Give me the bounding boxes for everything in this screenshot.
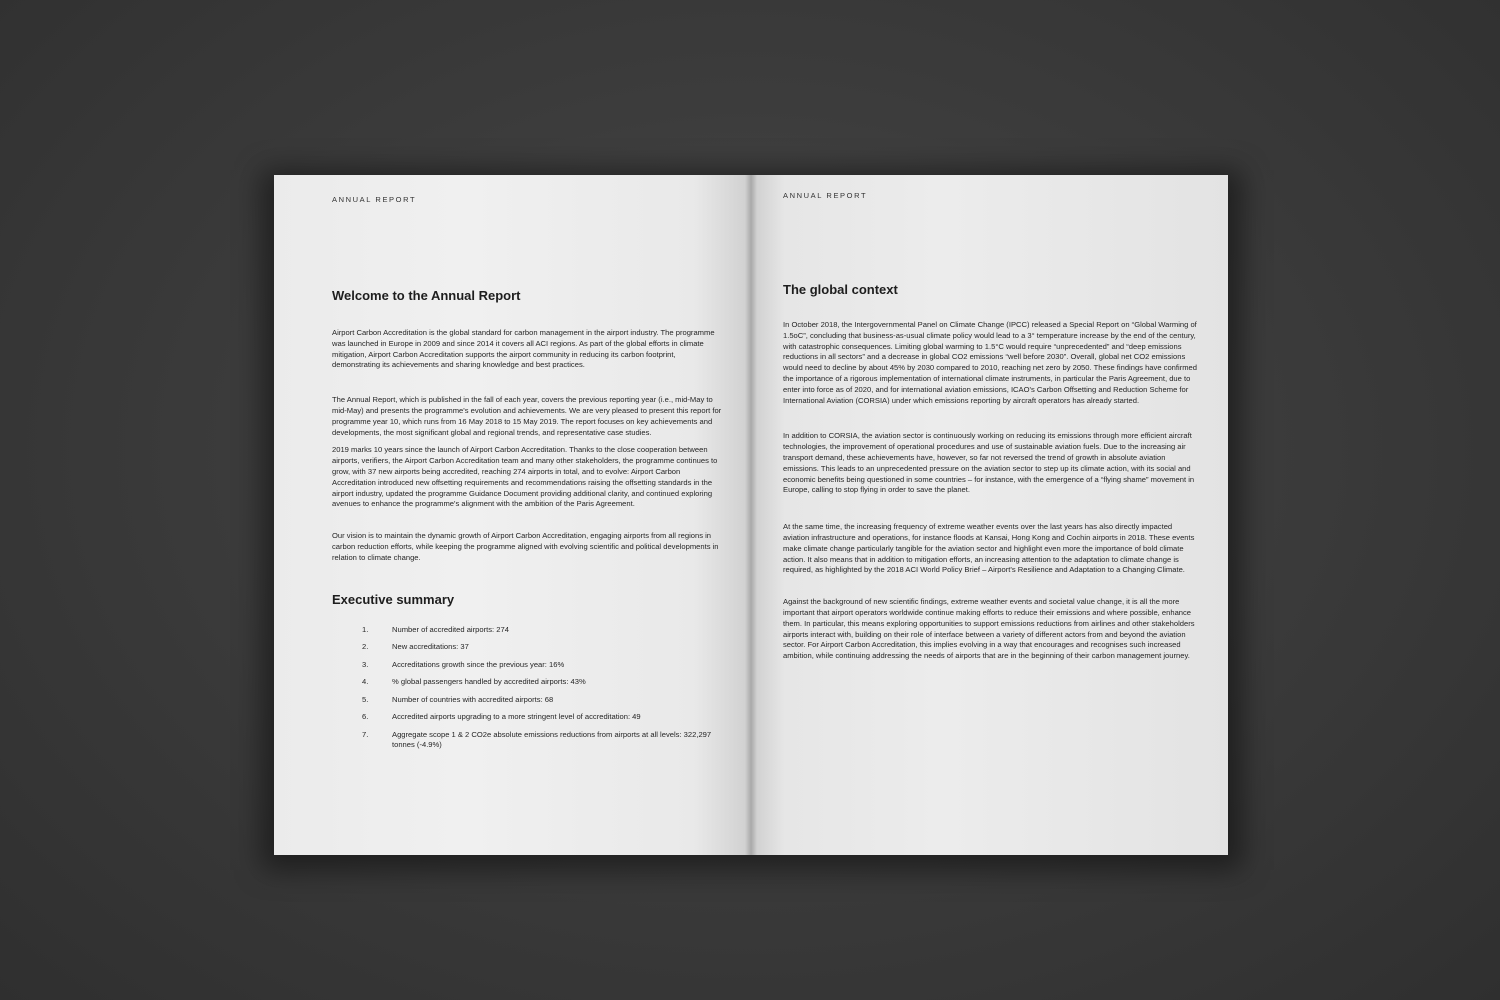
list-number: 6. [362, 712, 369, 722]
paragraph: In addition to CORSIA, the aviation sector is continuously working on reducing its emissions through more efficient aircraft technologies, the improvement of operational procedures and use of sustainable aviation fuels. Due to the increasing air transport demand, these achievements have, however, so far not reversed the trend of growth in absolute aviation emissions. This leads to an unprecedented pressure on the aviation sector to step up its climate action, with its social and economic benefits being questioned in some countries – for instance, with the emergence of a “flying shame” movement in Europe, calling to stop flying in order to save the planet. [783, 431, 1195, 495]
list-text: Aggregate scope 1 & 2 CO2e absolute emissions reductions from airports at all levels: 322,297 tonnes (-4.9%) [392, 729, 712, 749]
list-item [362, 642, 725, 652]
list-item [362, 712, 725, 722]
list-item [362, 695, 725, 705]
section-title: Executive summary [332, 591, 455, 607]
paragraph: At the same time, the increasing frequency of extreme weather events over the last years has also directly impacted aviation infrastructure and operations, for instance floods at Kansai, Hong Kong and Cochin airports in 2018. These events make climate change particularly tangible for the aviation sector and highlight even more the importance of bold climate action. It also means that in addition to mitigation efforts, an increasing attention to the adaptation to climate change is required, as highlighted by the 2018 ACI World Policy Brief – Airport's Resilience and Adaptation to a Changing Climate. [783, 522, 1195, 575]
spine-fold [745, 175, 757, 855]
list-text: Number of accredited airports: 274 [392, 624, 509, 634]
running-head: ANNUAL REPORT [332, 195, 417, 204]
list-item [362, 625, 725, 635]
list-text: Accreditations growth since the previous year: 16% [392, 659, 565, 669]
page-title: The global context [783, 282, 898, 297]
list-number: 2. [362, 642, 369, 652]
executive-summary-list [332, 625, 725, 750]
paragraph: Against the background of new scientific findings, extreme weather events and societal value change, it is all the more important that airport operators worldwide continue making efforts to reduce their emissions and where possible, enhance them. In particular, this means exploring opportunities to support emissions reductions from airlines and other stakeholders airports interact with, building on their role of interface between a variety of different actors from and beyond the aviation sector. For Airport Carbon Accreditation, this implies evolving in a way that encourages and recognises such increased ambition, while continuing addressing the needs of airports that are in the beginning of their carbon management journey. [783, 597, 1195, 661]
list-item [362, 677, 725, 687]
list-number: 5. [362, 694, 369, 704]
list-text: Accredited airports upgrading to a more stringent level of accreditation: 49 [392, 712, 641, 722]
list-text: New accreditations: 37 [392, 642, 469, 652]
right-page [751, 175, 1228, 855]
page-title: Welcome to the Annual Report [332, 288, 521, 303]
list-number: 4. [362, 677, 369, 687]
list-number: 7. [362, 729, 369, 739]
paragraph: The Annual Report, which is published in the fall of each year, covers the previous reporting year (i.e., mid-May to mid-May) and presents the programme's evolution and achievements. We are very pleased to present this report for programme year 10, which runs from 16 May 2018 to 15 May 2019. The report focuses on key achievements and developments, the most significant global and regional trends, and representative case studies. [332, 395, 722, 437]
paragraph: 2019 marks 10 years since the launch of Airport Carbon Accreditation. Thanks to the close cooperation between airports, verifiers, the Airport Carbon Accreditation team and many other stakeholders, the programme continues to grow, with 37 new airports being accredited, reaching 274 airports in total, and to evolve: Airport Carbon Accreditation introduced new offsetting requirements and recommendations raising the offsetting standards in the airport industry, updated the programme Guidance Document providing additional clarity, and continued exploring avenues to enhance the programme's alignment with the ambition of the Paris Agreement. [332, 445, 718, 509]
list-text: % global passengers handled by accredited airports: 43% [392, 677, 586, 687]
list-number: 3. [362, 659, 369, 669]
list-number: 1. [362, 624, 369, 634]
paragraph: Our vision is to maintain the dynamic growth of Airport Carbon Accreditation, engaging airports from all regions in carbon reduction efforts, while keeping the programme aligned with evolving scientific and political developments in relation to climate change. [332, 531, 719, 562]
running-head: ANNUAL REPORT [783, 191, 868, 200]
list-text: Number of countries with accredited airports: 68 [392, 694, 554, 704]
list-item [362, 730, 725, 750]
left-page [274, 175, 751, 855]
paragraph: Airport Carbon Accreditation is the global standard for carbon management in the airport industry. The programme was launched in Europe in 2009 and since 2014 it covers all ACI regions. As part of the global efforts in climate mitigation, Airport Carbon Accreditation supports the airport community in reducing its carbon footprint, demonstrating its achievements and sharing knowledge and best practices. [332, 328, 715, 370]
paragraph: In October 2018, the Intergovernmental Panel on Climate Change (IPCC) released a Special Report on “Global Warming of 1.5oC”, concluding that business-as-usual climate policy would lead to a 3° temperature increase by the end of the century, with catastrophic consequences. Limiting global warming to 1.5°C would require “unprecedented” and “deep emissions reductions in all sectors” and a decrease in global CO2 emissions “well before 2030”. Overall, global net CO2 emissions would need to decline by about 45% by 2030 compared to 2010, reaching net zero by 2050. These findings have confirmed the importance of a rigorous implementation of international climate instruments, in particular the Paris Agreement, due to enter into force as of 2020, and for international aviation emissions, ICAO's Carbon Offsetting and Reduction Scheme for International Aviation (CORSIA) under which emissions reporting by aircraft operators has already started. [783, 320, 1197, 405]
list-item [362, 660, 725, 670]
